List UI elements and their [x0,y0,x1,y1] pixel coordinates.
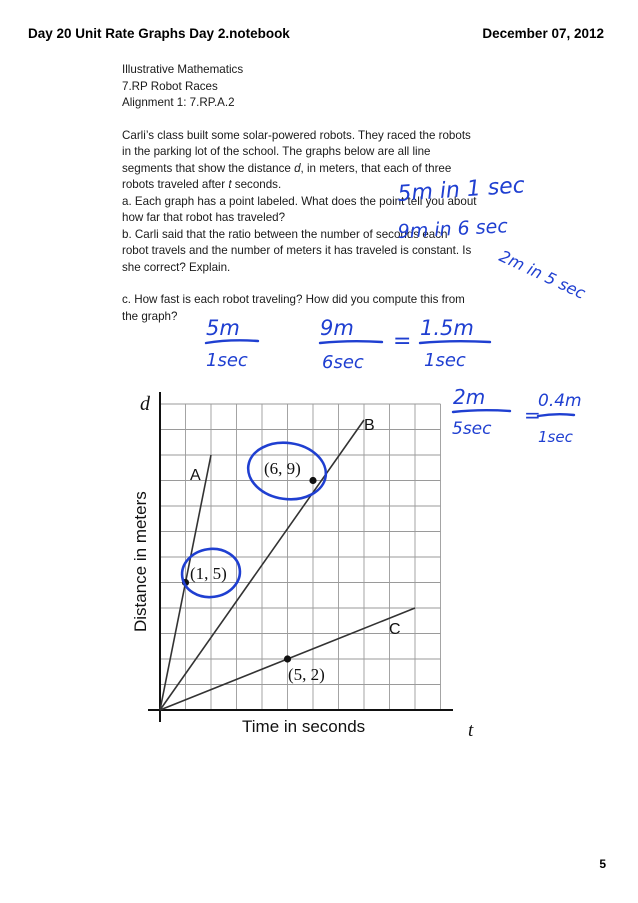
task-source: Illustrative Mathematics [122,63,244,76]
page-number: 5 [599,857,606,871]
question-c-line-1: c. How fast is each robot traveling? How did you compute this from [122,293,465,306]
line-b-label: B [364,417,375,434]
intro-var-t: t [228,178,232,191]
notebook-title: Day 20 Unit Rate Graphs Day 2.notebook [28,26,290,41]
point-a-label: (1, 5) [190,564,227,583]
fraction-bar-b-right [420,341,490,343]
rate-b-left-denominator: 6sec [322,352,364,373]
note-robot-c: 2m in 5 sec [496,246,589,303]
rate-b-left-numerator: 9m [320,316,354,340]
task-text [122,62,522,325]
y-axis-label: Distance in meters [131,491,150,632]
question-a-line-2: how far that robot has traveled? [122,211,286,224]
robot-race-graph [118,380,498,760]
task-alignment: Alignment 1: 7.RP.A.2 [122,96,235,109]
rate-a-numerator: 5m [206,316,240,340]
rate-c-left-numerator: 2m [453,385,486,409]
x-axis-variable: t [468,720,474,741]
fraction-bar-c-right [538,414,574,416]
intro-line-1: Carli’s class built some solar-powered robots. They raced the robots [122,128,471,142]
question-a-line-1: a. Each graph has a point labeled. What does the point tell you about [122,194,477,208]
rate-c-right-denominator: 1sec [538,428,573,446]
question-c-line-2: the graph? [122,309,178,323]
x-axis-label: Time in seconds [242,717,366,736]
note-robot-b: 9m in 6 sec [397,215,509,243]
intro-line-3 [122,161,522,178]
fraction-bar-b-left [320,341,382,343]
rate-c-right-numerator: 0.4m [538,391,582,411]
point-c-label: (5, 2) [288,665,325,684]
page-header [0,0,638,56]
rate-c-left-denominator: 5sec [452,419,492,439]
intro-line-3b: , in meters, that each of three [300,161,452,175]
rate-c-equals: = [524,403,541,427]
intro-line-4 [122,177,522,194]
point-c [284,655,291,662]
rate-b-right-denominator: 1sec [424,350,466,371]
point-b [309,477,316,484]
intro-line-2: in the parking lot of the school. The graphs below are all line [122,145,431,158]
point-b-label: (6, 9) [264,459,301,478]
y-axis-variable: d [140,393,150,415]
rate-b-equals: = [393,329,412,354]
rate-b-right-numerator: 1.5m [420,316,474,340]
fraction-bar-a [206,340,258,343]
line-c-label: C [389,621,401,638]
task-name: 7.RP Robot Races [122,79,218,93]
question-b-line-2: robot travels and the number of meters it has traveled is constant. Is [122,244,472,257]
intro-line-3a: segments that show the distance [122,161,295,175]
intro-line-4b: seconds. [231,178,282,191]
intro-line-4a: robots traveled after [122,178,229,191]
question-b-line-3: she correct? Explain. [122,260,231,274]
note-robot-a: 5m in 1 sec [396,173,526,207]
intro-var-d: d [294,161,301,175]
notebook-date: December 07, 2012 [482,26,604,41]
question-b-line-1: b. Carli said that the ratio between the number of seconds each [122,227,448,241]
line-a-label: A [190,467,201,484]
rate-a-denominator: 1sec [206,350,248,371]
